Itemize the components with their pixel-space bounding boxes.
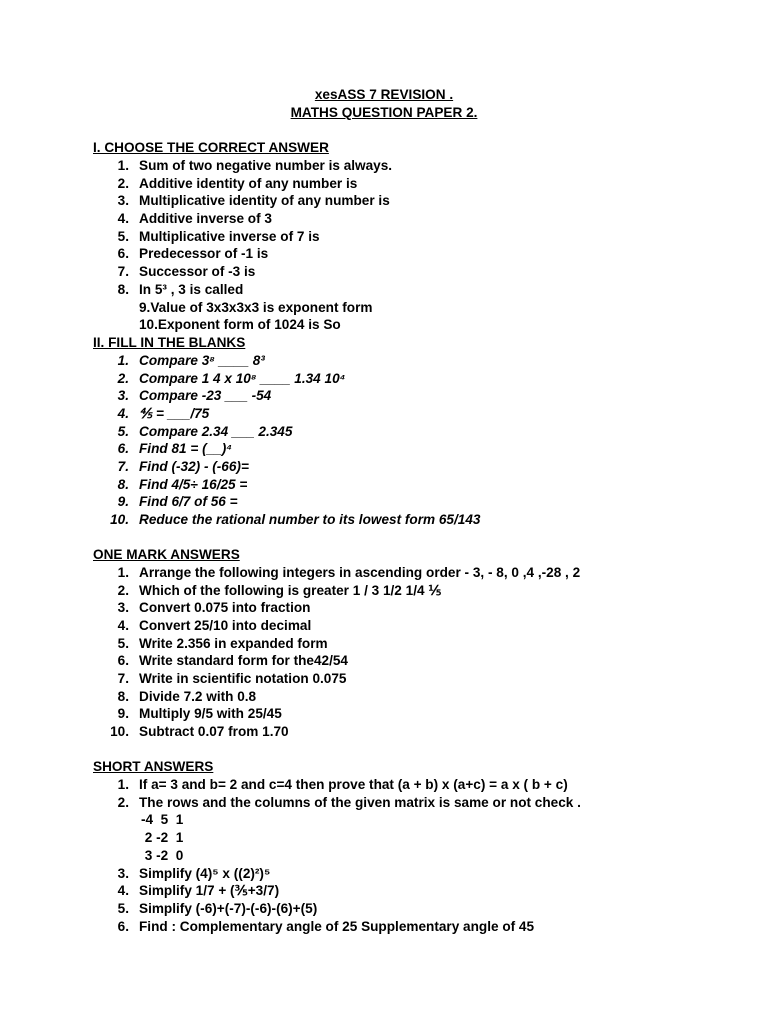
matrix-row: -4 5 1 xyxy=(141,812,184,827)
section-heading-fill-blanks: II. FILL IN THE BLANKS xyxy=(93,335,246,350)
paper-title-line2: MATHS QUESTION PAPER 2. xyxy=(290,105,478,120)
matrix-row: 3 -2 0 xyxy=(141,848,184,863)
section-heading-choose: I. CHOOSE THE CORRECT ANSWER xyxy=(93,140,329,155)
list-item-extra: 10.Exponent form of 1024 is So xyxy=(139,317,341,332)
question-paper-page: xesASS 7 REVISION . MATHS QUESTION PAPER 2. I. CHOOSE THE CORRECT ANSWER 1. Sum of two negative number is always. 2. Additive identity of any number is 3. Multiplicative identity of any number is 4. Additive inverse of 3 5. Multiplicative inverse of 7 is 6. Predecessor of -1 is 7. Successor of -3 is 8. In 5³ , 3 is called 9.Value of 3x3x3x3 is exponent form 10.Exponent form of 1024 is So II. FILL IN THE BLANKS 1. Compare 3⁸ ____ 8³ 2. Compare 1 4 x 10⁸ ____ 1.34 10⁴ 3. Compare -23 ___ -54 4. ⅘ = ___/75 5. Compare 2.34 ___ 2.345 6. Find 81 = (__)⁴ 7. Find (-32) - (-66)= 8. Find 4/5÷ 16/25 = 9. Find 6/7 of 56 = 10. Reduce the rational number to its lowest form 65/143 ONE MARK ANSWERS 1. Arrange the following integers in ascending order - 3, - 8, 0 ,4 ,-28 , 2 2. Which of the following is greater 1 / 3 1/2 1/4 ⅕ 3. Convert 0.075 into fraction 4. Convert 25/10 into decimal 5. Write 2.356 in expanded form 6. Write standard form for the42/54 7. Write in scientific notation 0.075 8. Divide 7.2 with 0.8 9. Multiply 9/5 with 25/45 10. Subtract 0.07 from 1.70 SHORT ANSWERS 1. If a= 3 and b= 2 and c=4 then prove that (a + b) x (a+c) = a x ( b + c) 2. The rows and the columns of the given matrix is same or not check . -4 5 1 2 -2 1 3 -2 0 3. Simplify (4)⁵ x ((2)²)⁵ 4. Simplify 1/7 + (⅗+3/7) 5. Simplify (-6)+(-7)-(-6)-(6)+(5) 6. Find : Complementary angle of 25 Supplementary angle of 45 xyxy=(0,0,768,1024)
section-heading-short-answers: SHORT ANSWERS xyxy=(93,759,214,774)
section-heading-one-mark: ONE MARK ANSWERS xyxy=(93,547,240,562)
matrix-row: 2 -2 1 xyxy=(141,830,184,845)
list-item-extra: 9.Value of 3x3x3x3 is exponent form xyxy=(139,300,373,315)
paper-title-line1: xesASS 7 REVISION . xyxy=(314,87,454,102)
